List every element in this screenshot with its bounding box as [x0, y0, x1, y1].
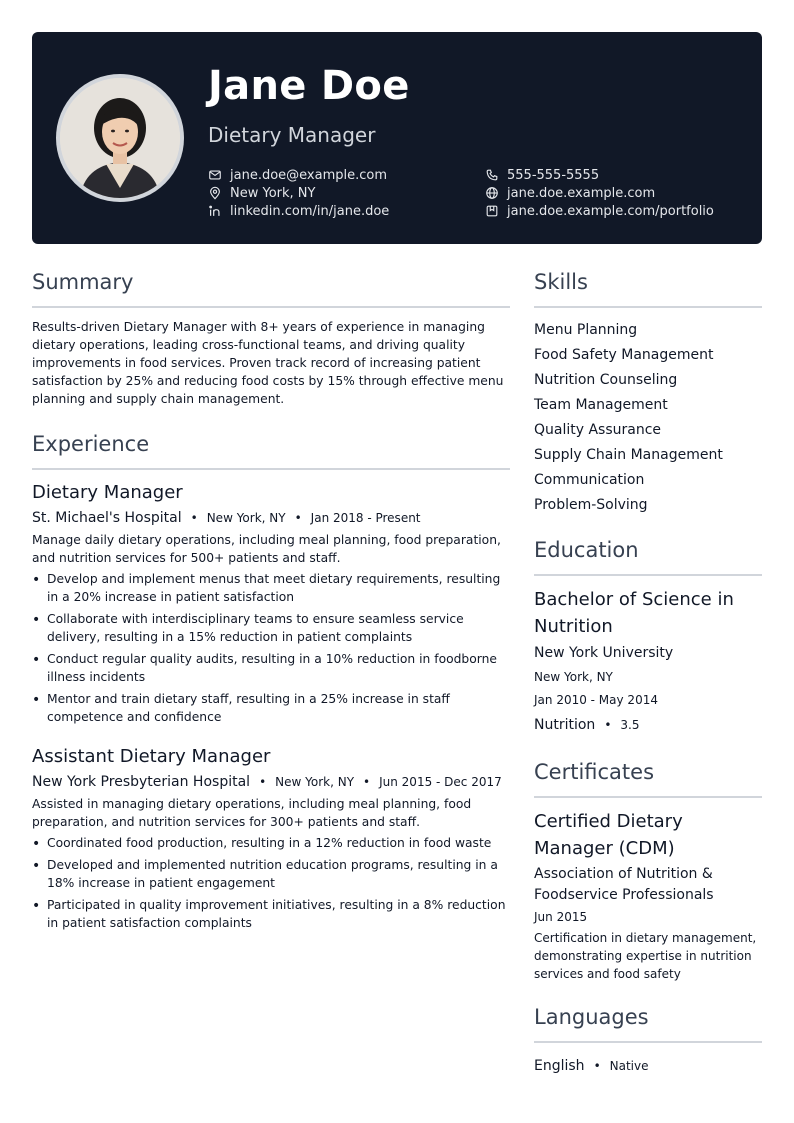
- job-bullets: [32, 834, 510, 932]
- contact-phone[interactable]: 555-555-5555: [485, 166, 599, 184]
- location-icon: [208, 186, 222, 200]
- certificate-date: Jun 2015: [534, 910, 588, 924]
- list-item: • Mentor and train dietary staff, resulting in a 25% increase in staff competence and confidence: [32, 690, 510, 726]
- language-level: Native: [609, 1059, 649, 1073]
- separator-dot: •: [593, 1059, 601, 1073]
- skill-item: Communication: [534, 472, 645, 488]
- mail-icon: [208, 168, 222, 182]
- job-company: New York Presbyterian Hospital: [32, 774, 251, 790]
- candidate-name: Jane Doe: [208, 63, 410, 109]
- contact-location: New York, NY: [208, 184, 485, 202]
- education-field-row: [534, 712, 762, 738]
- linkedin-icon: [208, 204, 222, 218]
- skill-item: Menu Planning: [534, 322, 638, 338]
- skill-item: Team Management: [534, 397, 668, 413]
- job-entry: [32, 744, 510, 932]
- skill-item: Supply Chain Management: [534, 447, 723, 463]
- job-description: Assisted in managing dietary operations, including meal planning, food preparation, and nutrition services for 300+ patients and staff.: [32, 797, 472, 829]
- contact-portfolio[interactable]: jane.doe.example.com/portfolio: [485, 202, 714, 220]
- skill-item: Food Safety Management: [534, 347, 714, 363]
- certificates-heading: Certificates: [534, 758, 762, 798]
- list-item: • Participated in quality improvement initiatives, resulting in a 8% reduction in patient satisfaction complaints: [32, 896, 510, 932]
- contact-email[interactable]: jane.doe@example.com: [208, 166, 485, 184]
- certificate-name: Certified Dietary Manager (CDM): [534, 811, 683, 859]
- languages-heading: Languages: [534, 1003, 762, 1043]
- job-dates: Jan 2018 - Present: [310, 511, 421, 525]
- language-name: English: [534, 1058, 585, 1074]
- list-item: • Develop and implement menus that meet dietary requirements, resulting in a 20% increase in patient satisfaction: [32, 570, 510, 606]
- certificate-description: Certification in dietary management, demonstrating expertise in nutrition services and food safety: [534, 931, 757, 981]
- summary-heading: Summary: [32, 268, 510, 308]
- job-entry: [32, 480, 510, 726]
- job-title: Assistant Dietary Manager: [32, 746, 271, 767]
- education-degree: Bachelor of Science in Nutrition: [534, 589, 734, 637]
- separator-dot: •: [190, 511, 198, 525]
- skills-heading: Skills: [534, 268, 762, 308]
- summary-text: Results-driven Dietary Manager with 8+ years of experience in managing dietary operations, leading cross-functional teams, and driving quality improvements in food services. Proven track record of increasing patient satisfaction by 25% and reducing food costs by 15% through effective menu planning and supply chain management.: [32, 320, 504, 406]
- contact-info: [208, 166, 748, 220]
- job-description: Manage daily dietary operations, including meal planning, food preparation, and nutrition services for 500+ patients and staff.: [32, 533, 501, 565]
- job-location: New York, NY: [206, 511, 286, 525]
- job-meta: [32, 508, 510, 528]
- profile-photo-frame: [56, 74, 184, 202]
- list-item: • Coordinated food production, resulting in a 12% reduction in food waste: [32, 834, 510, 852]
- job-location: New York, NY: [275, 775, 355, 789]
- job-dates: Jun 2015 - Dec 2017: [379, 775, 502, 789]
- education-field: Nutrition: [534, 717, 596, 733]
- skill-item: Quality Assurance: [534, 422, 662, 438]
- language-entry: [534, 1053, 762, 1079]
- list-item: • Conduct regular quality audits, resulting in a 10% reduction in foodborne illness incidents: [32, 650, 510, 686]
- resume-header: [32, 32, 762, 244]
- job-company: St. Michael's Hospital: [32, 510, 182, 526]
- education-dates: Jan 2010 - May 2014: [534, 693, 658, 707]
- portrait-illustration: [60, 78, 180, 198]
- separator-dot: •: [363, 775, 371, 789]
- list-item: • Collaborate with interdisciplinary teams to ensure seamless service delivery, resulting in a 15% reduction in patient complaints: [32, 610, 510, 646]
- contact-website[interactable]: jane.doe.example.com: [485, 184, 655, 202]
- skill-item: Nutrition Counseling: [534, 372, 678, 388]
- profile-photo: [60, 78, 180, 198]
- separator-dot: •: [294, 511, 302, 525]
- education-school: New York University: [534, 645, 674, 661]
- globe-icon: [485, 186, 499, 200]
- job-bullets: [32, 570, 510, 726]
- certificate-issuer: Association of Nutrition & Foodservice Professionals: [534, 866, 714, 903]
- contact-linkedin[interactable]: linkedin.com/in/jane.doe: [208, 202, 485, 220]
- education-gpa: 3.5: [620, 718, 640, 732]
- job-title: Dietary Manager: [32, 482, 183, 503]
- phone-icon: [485, 168, 499, 182]
- skills-list: [534, 318, 762, 518]
- side-column: [534, 268, 762, 1079]
- separator-dot: •: [604, 718, 612, 732]
- job-meta: [32, 772, 510, 792]
- candidate-title: Dietary Manager: [208, 123, 376, 147]
- separator-dot: •: [259, 775, 267, 789]
- skill-item: Problem-Solving: [534, 497, 648, 513]
- experience-heading: Experience: [32, 430, 510, 470]
- main-column: [32, 268, 510, 936]
- education-location: New York, NY: [534, 670, 613, 684]
- education-heading: Education: [534, 536, 762, 576]
- list-item: • Developed and implemented nutrition education programs, resulting in a 18% increase in patient engagement: [32, 856, 510, 892]
- portfolio-icon: [485, 204, 499, 218]
- education-entry: [534, 586, 762, 738]
- certificate-entry: [534, 808, 762, 983]
